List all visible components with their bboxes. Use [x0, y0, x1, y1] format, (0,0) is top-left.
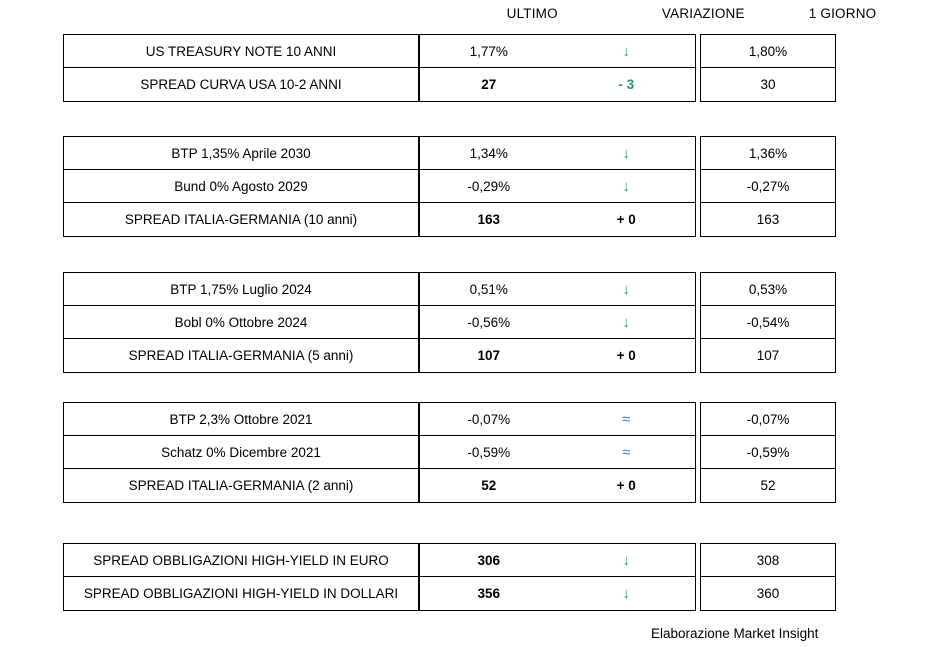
cell-variazione: [558, 179, 696, 194]
cell-ultimo: -0,07%: [467, 411, 511, 427]
cell-variazione: [558, 315, 696, 330]
table-row-label: [64, 469, 418, 502]
cell-giorno-precedente: [701, 403, 835, 436]
cell-giorno-precedente: [701, 544, 835, 577]
cell-ultimo: 107: [477, 348, 501, 363]
group-values: [419, 272, 696, 373]
previous-value-text: 360: [756, 586, 780, 601]
row-label-text: SPREAD OBBLIGAZIONI HIGH-YIELD IN DOLLARI: [83, 586, 399, 601]
approx-equal-icon: ≈: [622, 443, 631, 461]
table-row-label: [64, 203, 418, 236]
table-row-label: [64, 170, 418, 203]
previous-value-text: 52: [760, 478, 776, 493]
arrow-down-icon: ↓: [622, 177, 630, 195]
variation-text: + 0: [616, 348, 636, 363]
previous-value-text: -0,54%: [746, 314, 790, 330]
previous-value-text: 0,53%: [748, 281, 788, 297]
group-labels: [63, 136, 419, 237]
cell-ultimo: -0,59%: [467, 444, 511, 460]
cell-ultimo: 306: [477, 552, 501, 568]
cell-ultimo: -0,29%: [467, 178, 511, 194]
group-treasury: [63, 34, 836, 102]
table-row-label: [64, 68, 418, 101]
table-row-values: [420, 544, 695, 577]
table-header: [63, 6, 900, 21]
previous-value-text: 163: [756, 212, 780, 227]
arrow-down-icon: ↓: [622, 280, 630, 298]
cell-variazione: [558, 348, 696, 363]
arrow-down-icon: ↓: [622, 144, 630, 162]
table-row-values: [420, 68, 695, 101]
cell-variazione: [558, 586, 696, 601]
table-row-label: [64, 273, 418, 306]
cell-ultimo: -0,56%: [467, 314, 511, 330]
cell-variazione: [558, 282, 696, 297]
arrow-down-icon: ↓: [622, 313, 630, 331]
group-values: [419, 34, 696, 102]
cell-ultimo: 163: [477, 212, 501, 227]
cell-ultimo: 356: [477, 586, 501, 601]
table-row-values: [420, 436, 695, 469]
table-row-label: [64, 35, 418, 68]
group-italia-germania-5: [63, 272, 836, 373]
cell-variazione: [558, 212, 696, 227]
cell-giorno-precedente: [701, 436, 835, 469]
table-row-values: [420, 306, 695, 339]
arrow-down-icon: ↓: [622, 585, 630, 602]
table-row-values: [420, 403, 695, 436]
cell-ultimo: 1,77%: [469, 43, 508, 59]
row-label-text: US TREASURY NOTE 10 ANNI: [145, 43, 337, 59]
group-previous: [700, 136, 836, 237]
table-row-values: [420, 170, 695, 203]
column-header-giorno: 1 GIORNO: [808, 6, 877, 21]
table-row-values: [420, 339, 695, 372]
row-label-text: BTP 1,75% Luglio 2024: [170, 281, 312, 297]
cell-giorno-precedente: [701, 306, 835, 339]
previous-value-text: -0,27%: [746, 178, 790, 194]
previous-value-text: 1,80%: [748, 43, 788, 59]
previous-value-text: 30: [760, 77, 776, 92]
arrow-down-icon: ↓: [622, 551, 630, 569]
cell-ultimo: 1,34%: [469, 145, 508, 161]
group-values: [419, 136, 696, 237]
table-row-values: [420, 469, 695, 502]
arrow-down-icon: ↓: [622, 42, 630, 60]
row-label-text: BTP 2,3% Ottobre 2021: [169, 411, 313, 427]
previous-value-text: -0,07%: [746, 411, 790, 427]
row-label-text: SPREAD CURVA USA 10-2 ANNI: [140, 77, 342, 92]
table-row-label: [64, 339, 418, 372]
cell-giorno-precedente: [701, 35, 835, 68]
group-values: [419, 402, 696, 503]
table-row-values: [420, 203, 695, 236]
row-label-text: SPREAD ITALIA-GERMANIA (10 anni): [124, 212, 358, 227]
footer-credit: Elaborazione Market Insight: [651, 626, 819, 641]
cell-giorno-precedente: [701, 137, 835, 170]
variation-text: - 3: [618, 77, 635, 92]
table-row-label: [64, 403, 418, 436]
cell-giorno-precedente: [701, 469, 835, 502]
group-previous: [700, 543, 836, 611]
table-row-values: [420, 577, 695, 610]
group-previous: [700, 402, 836, 503]
group-values: [419, 543, 696, 611]
cell-variazione: [558, 77, 696, 92]
cell-ultimo: 52: [481, 478, 497, 493]
previous-value-text: 308: [756, 552, 780, 568]
cell-ultimo: 0,51%: [469, 281, 508, 297]
table-row-values: [420, 273, 695, 306]
row-label-text: Schatz 0% Dicembre 2021: [161, 444, 321, 460]
cell-giorno-precedente: [701, 68, 835, 101]
group-previous: [700, 34, 836, 102]
table-row-label: [64, 577, 418, 610]
group-labels: [63, 272, 419, 373]
row-label-text: BTP 1,35% Aprile 2030: [171, 145, 311, 161]
row-label-text: Bund 0% Agosto 2029: [174, 178, 308, 194]
group-previous: [700, 272, 836, 373]
table-row-values: [420, 35, 695, 68]
row-label-text: Bobl 0% Ottobre 2024: [174, 314, 308, 330]
cell-variazione: [558, 146, 696, 161]
approx-equal-icon: ≈: [622, 410, 631, 428]
row-label-text: SPREAD OBBLIGAZIONI HIGH-YIELD IN EURO: [93, 552, 389, 568]
group-labels: [63, 402, 419, 503]
group-labels: [63, 34, 419, 102]
variation-text: + 0: [616, 478, 636, 493]
table-row-label: [64, 544, 418, 577]
variation-text: + 0: [616, 212, 636, 227]
group-labels: [63, 543, 419, 611]
row-label-text: SPREAD ITALIA-GERMANIA (2 anni): [128, 478, 354, 493]
cell-variazione: [558, 412, 696, 427]
cell-ultimo: 27: [481, 77, 497, 92]
previous-value-text: 107: [756, 348, 780, 363]
cell-variazione: [558, 478, 696, 493]
table-row-values: [420, 137, 695, 170]
group-high-yield: [63, 543, 836, 611]
cell-variazione: [558, 445, 696, 460]
column-header-ultimo: ULTIMO: [506, 6, 558, 21]
cell-giorno-precedente: [701, 170, 835, 203]
cell-variazione: [558, 44, 696, 59]
cell-giorno-precedente: [701, 339, 835, 372]
table-row-label: [64, 306, 418, 339]
cell-variazione: [558, 553, 696, 568]
row-label-text: SPREAD ITALIA-GERMANIA (5 anni): [128, 348, 354, 363]
group-italia-germania-10: [63, 136, 836, 237]
previous-value-text: 1,36%: [748, 145, 788, 161]
cell-giorno-precedente: [701, 273, 835, 306]
table-row-label: [64, 137, 418, 170]
cell-giorno-precedente: [701, 203, 835, 236]
group-italia-germania-2: [63, 402, 836, 503]
column-header-variazione: VARIAZIONE: [661, 6, 745, 21]
cell-giorno-precedente: [701, 577, 835, 610]
table-row-label: [64, 436, 418, 469]
previous-value-text: -0,59%: [746, 444, 790, 460]
